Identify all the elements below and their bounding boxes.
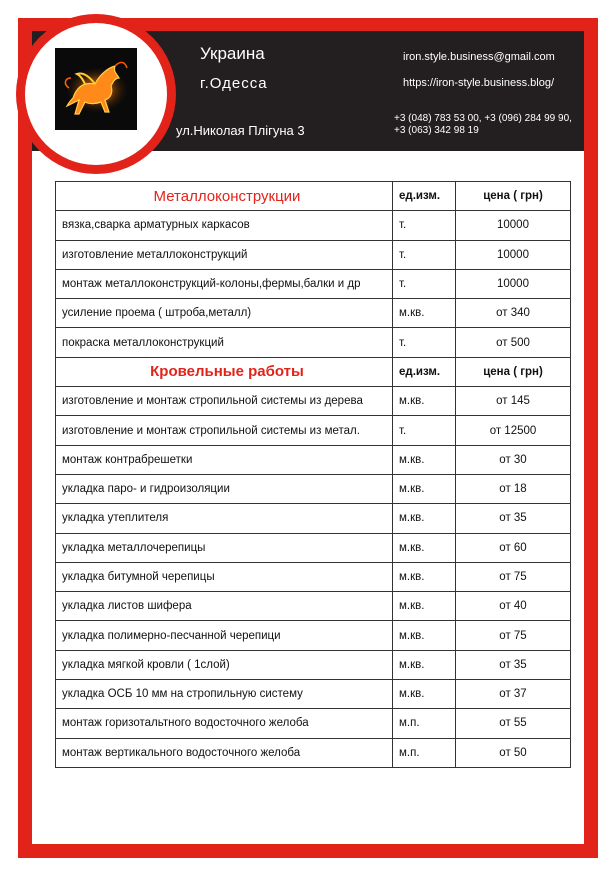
table-row xyxy=(56,240,571,269)
table-row xyxy=(56,474,571,503)
table-row xyxy=(56,650,571,679)
unit-cell: м.кв. xyxy=(393,445,456,474)
service-name: укладка полимерно-песчанной черепици xyxy=(56,621,393,650)
unit-cell: м.кв. xyxy=(393,650,456,679)
service-name: вязка,сварка арматурных каркасов xyxy=(56,211,393,240)
price-cell: от 18 xyxy=(456,474,571,503)
service-name: укладка мягкой кровли ( 1слой) xyxy=(56,650,393,679)
price-cell: от 50 xyxy=(456,738,571,767)
unit-cell: т. xyxy=(393,328,456,357)
table-row xyxy=(56,328,571,357)
price-cell: от 75 xyxy=(456,621,571,650)
price-cell: от 40 xyxy=(456,592,571,621)
service-name: изготовление и монтаж стропильной системы из метал. xyxy=(56,416,393,445)
phones-line-1: +3 (048) 783 53 00, +3 (096) 284 99 90, xyxy=(394,113,572,124)
price-cell: от 340 xyxy=(456,299,571,328)
unit-cell: м.кв. xyxy=(393,387,456,416)
table-row xyxy=(56,504,571,533)
price-cell: от 30 xyxy=(456,445,571,474)
unit-cell: м.кв. xyxy=(393,592,456,621)
price-cell: от 37 xyxy=(456,680,571,709)
price-cell: от 12500 xyxy=(456,416,571,445)
service-name: укладка металлочерепицы xyxy=(56,533,393,562)
service-name: монтаж горизотальтного водосточного желоба xyxy=(56,709,393,738)
unit-cell: м.п. xyxy=(393,738,456,767)
fire-horse-icon xyxy=(55,48,137,130)
unit-cell: т. xyxy=(393,269,456,298)
price-cell: 10000 xyxy=(456,269,571,298)
unit-cell: м.кв. xyxy=(393,621,456,650)
price-cell: 10000 xyxy=(456,211,571,240)
unit-cell: т. xyxy=(393,416,456,445)
table-row xyxy=(56,621,571,650)
price-cell: от 145 xyxy=(456,387,571,416)
unit-column-header: ед.изм. xyxy=(393,357,456,386)
unit-cell: м.кв. xyxy=(393,680,456,709)
table-row xyxy=(56,680,571,709)
unit-cell: м.кв. xyxy=(393,299,456,328)
service-name: монтаж вертикального водосточного желоба xyxy=(56,738,393,767)
price-table xyxy=(55,181,571,768)
price-cell: от 35 xyxy=(456,504,571,533)
price-cell: от 35 xyxy=(456,650,571,679)
price-column-header: цена ( грн) xyxy=(456,357,571,386)
table-row xyxy=(56,592,571,621)
unit-cell: м.п. xyxy=(393,709,456,738)
service-name: укладка битумной черепицы xyxy=(56,562,393,591)
table-row xyxy=(56,387,571,416)
table-row xyxy=(56,299,571,328)
service-name: укладка паро- и гидроизоляции xyxy=(56,474,393,503)
unit-cell: м.кв. xyxy=(393,533,456,562)
city: г.Одесса xyxy=(200,75,268,92)
phones-line-2: +3 (063) 342 98 19 xyxy=(394,125,479,136)
table-row xyxy=(56,533,571,562)
unit-cell: м.кв. xyxy=(393,504,456,533)
service-name: монтаж металлоконструкций-колоны,фермы,балки и др xyxy=(56,269,393,298)
unit-cell: м.кв. xyxy=(393,562,456,591)
service-name: изготовление металлоконструкций xyxy=(56,240,393,269)
price-column-header: цена ( грн) xyxy=(456,182,571,211)
unit-cell: м.кв. xyxy=(393,474,456,503)
section-header-row xyxy=(56,357,571,386)
unit-cell: т. xyxy=(393,211,456,240)
table-row xyxy=(56,562,571,591)
unit-column-header: ед.изм. xyxy=(393,182,456,211)
section-title: Кровельные работы xyxy=(56,357,393,386)
service-name: покраска металлоконструкций xyxy=(56,328,393,357)
service-name: изготовление и монтаж стропильной системы из дерева xyxy=(56,387,393,416)
price-cell: от 500 xyxy=(456,328,571,357)
table-row xyxy=(56,445,571,474)
website-link[interactable]: https://iron-style.business.blog/ xyxy=(403,77,555,89)
address: ул.Николая Плiгуна 3 xyxy=(176,123,305,138)
service-name: монтаж контрабрешетки xyxy=(56,445,393,474)
section-title: Металлоконструкции xyxy=(56,182,393,211)
service-name: усиление проема ( штроба,металл) xyxy=(56,299,393,328)
service-name: укладка ОСБ 10 мм на стропильную систему xyxy=(56,680,393,709)
email-link[interactable]: iron.style.business@gmail.com xyxy=(403,51,555,63)
unit-cell: т. xyxy=(393,240,456,269)
service-name: укладка листов шифера xyxy=(56,592,393,621)
table-row xyxy=(56,211,571,240)
price-cell: 10000 xyxy=(456,240,571,269)
table-row xyxy=(56,416,571,445)
section-header-row xyxy=(56,182,571,211)
service-name: укладка утеплителя xyxy=(56,504,393,533)
table-row xyxy=(56,709,571,738)
price-cell: от 60 xyxy=(456,533,571,562)
country: Украина xyxy=(200,44,265,63)
table-row xyxy=(56,738,571,767)
price-cell: от 75 xyxy=(456,562,571,591)
price-cell: от 55 xyxy=(456,709,571,738)
table-row xyxy=(56,269,571,298)
